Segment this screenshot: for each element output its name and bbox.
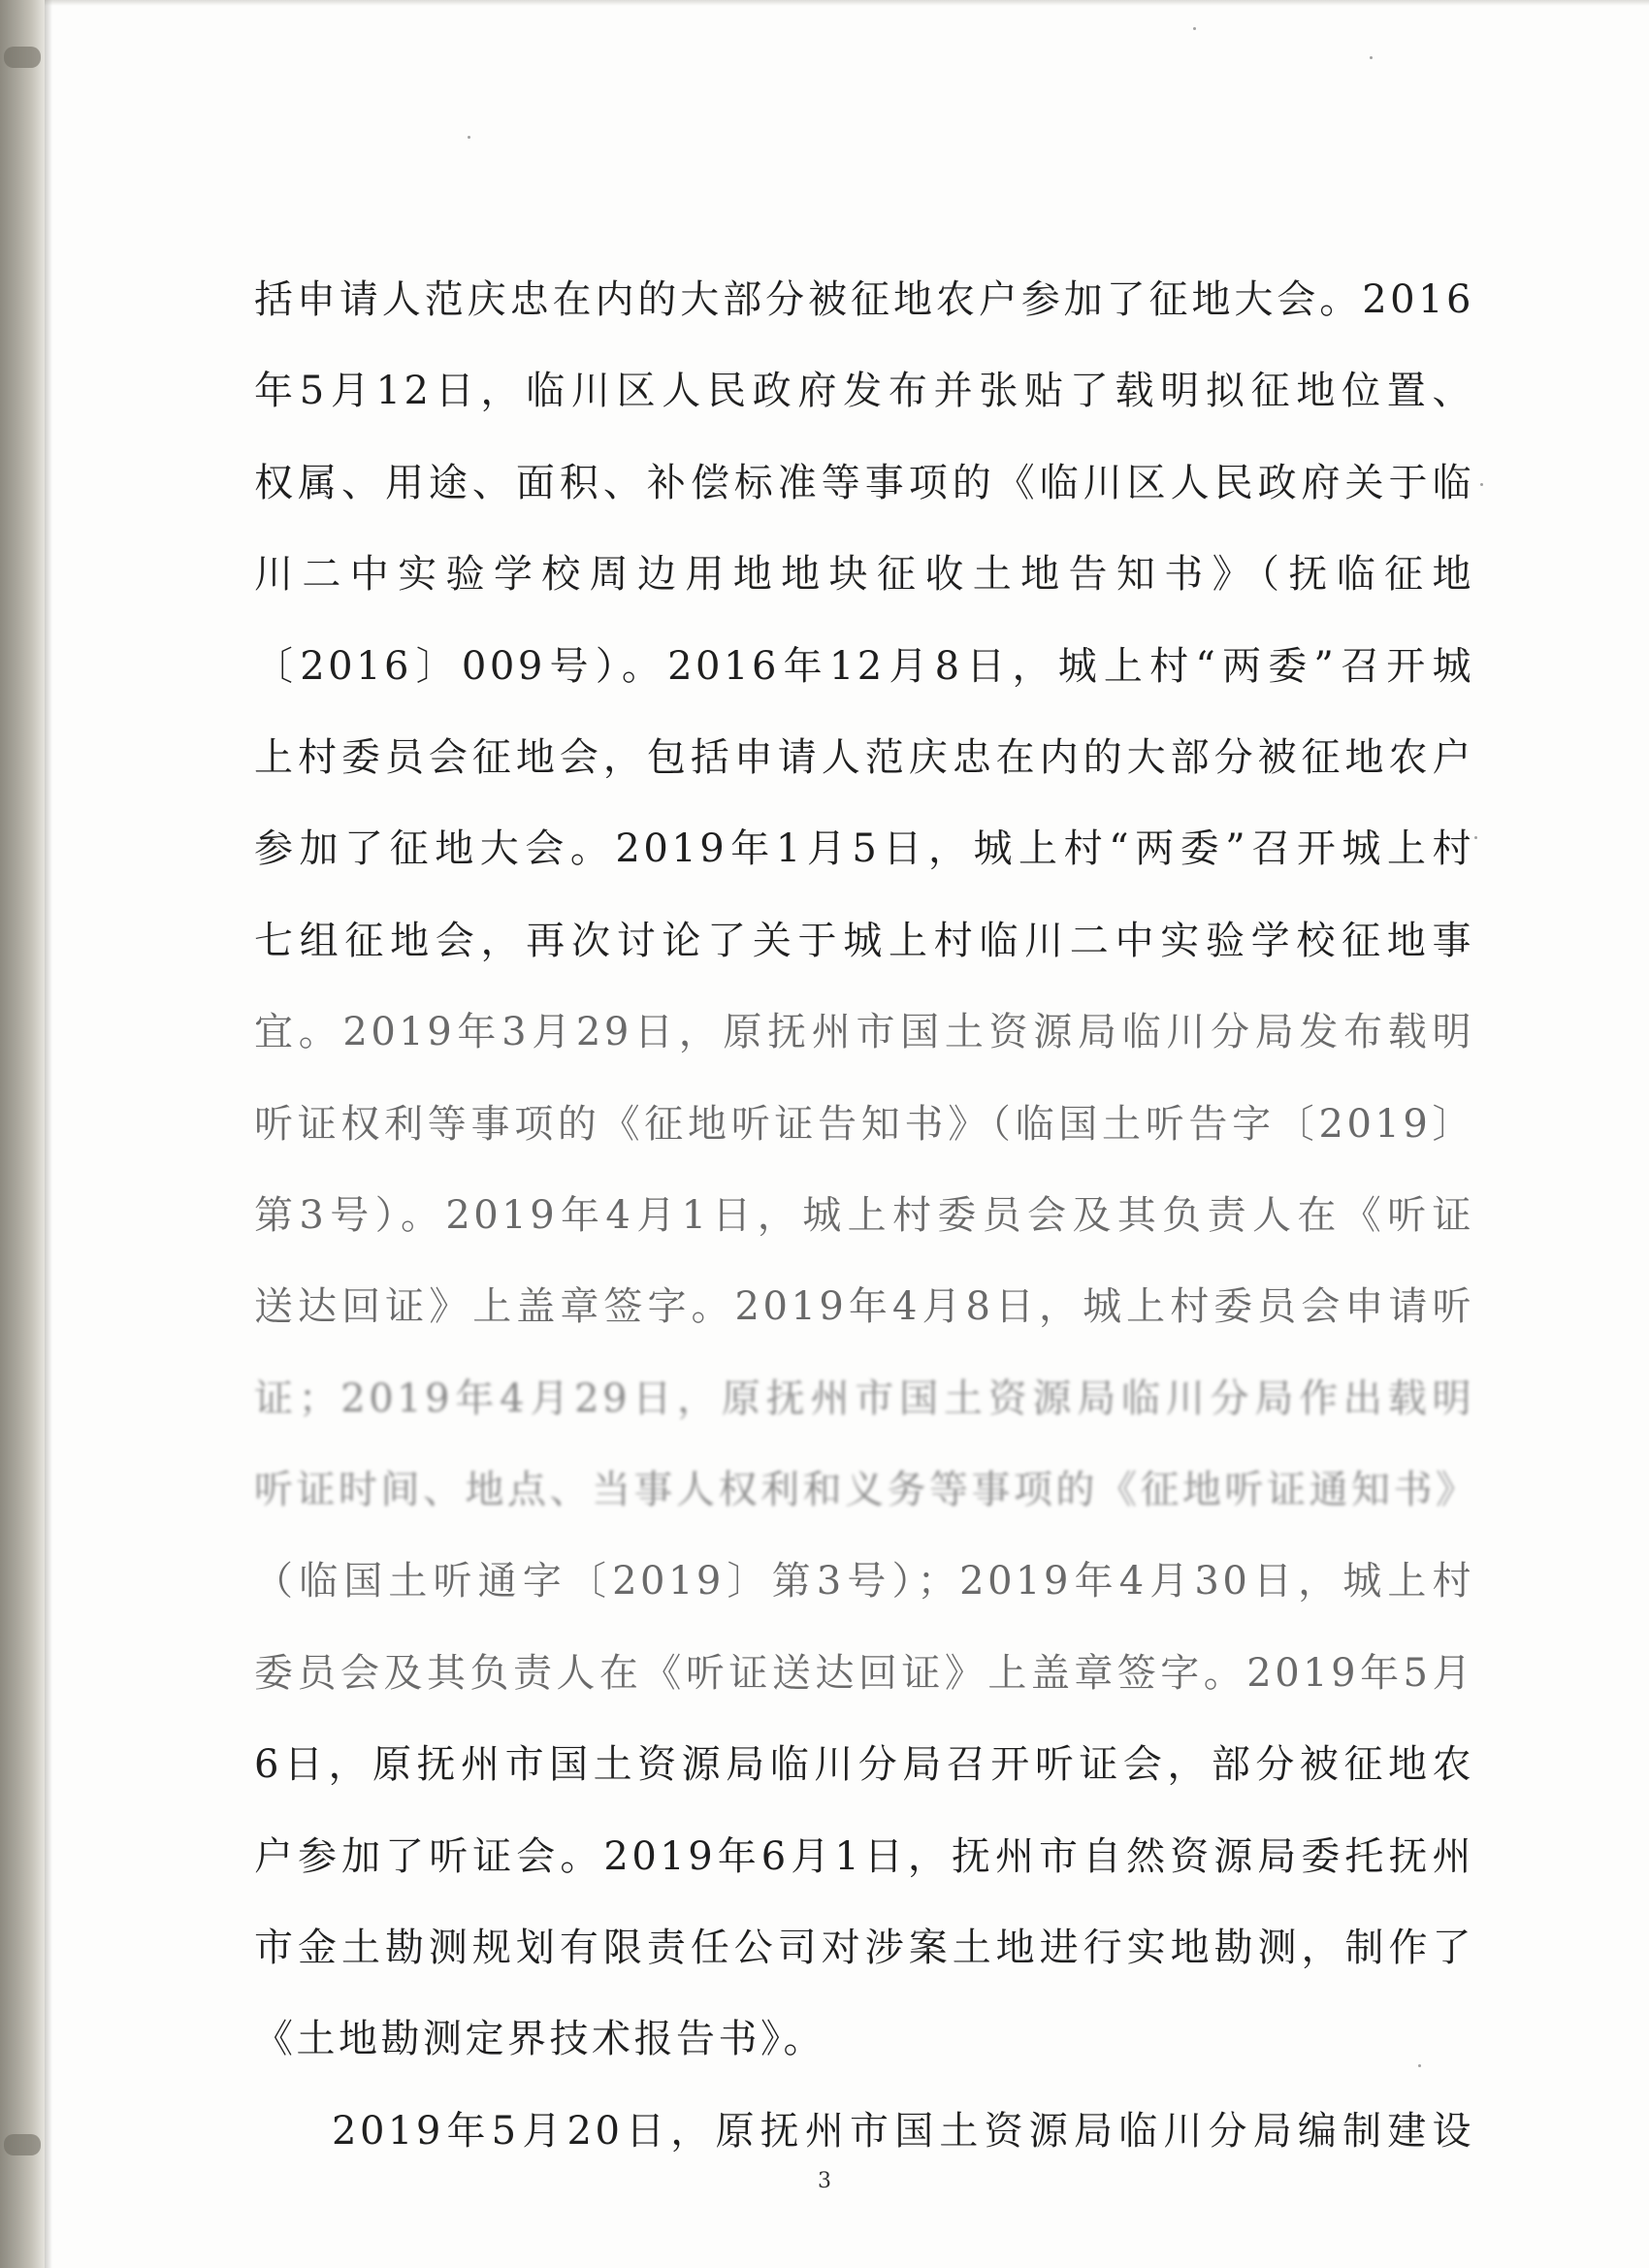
text-line: 〔2016〕009号）。2016年12月8日，城上村“两委”召开城	[254, 643, 1474, 689]
binding-hole	[4, 2134, 41, 2155]
text-line: 听证时间、地点、当事人权利和义务等事项的《征地听证通知书》	[254, 1468, 1478, 1513]
page-top-edge	[45, 0, 1649, 6]
text-line: 宜。2019年3月29日，原抚州市国土资源局临川分局发布载明	[254, 1010, 1474, 1055]
text-line: 送达回证》上盖章签字。2019年4月8日，城上村委员会申请听	[254, 1284, 1474, 1330]
text-line: 听证权利等事项的《征地听证告知书》（临国土听告字〔2019〕	[254, 1101, 1474, 1147]
scan-speck	[1474, 836, 1477, 839]
text-line: 上村委员会征地会，包括申请人范庆忠在内的大部分被征地农户	[254, 734, 1474, 780]
binding-strip	[0, 0, 45, 2268]
text-line: 2019年5月20日，原抚州市国土资源局临川分局编制建设	[332, 2108, 1474, 2154]
text-line: 川二中实验学校周边用地地块征收土地告知书》（抚临征地	[254, 552, 1474, 598]
text-line: 权属、用途、面积、补偿标准等事项的《临川区人民政府关于临	[254, 460, 1474, 505]
text-line: 《土地勘测定界技术报告书》。	[254, 2017, 825, 2062]
text-line: 市金土勘测规划有限责任公司对涉案土地进行实地勘测，制作了	[254, 1926, 1474, 1971]
text-line: 6日，原抚州市国土资源局临川分局召开听证会，部分被征地农	[254, 1742, 1474, 1788]
text-line: 参加了征地大会。2019年1月5日，城上村“两委”召开城上村	[254, 826, 1474, 872]
scan-speck	[468, 136, 470, 139]
text-line: 第3号）。2019年4月1日，城上村委员会及其负责人在《听证	[254, 1192, 1474, 1238]
text-line: （临国土听通字〔2019〕第3号）；2019年4月30日，城上村	[254, 1559, 1474, 1604]
scan-speck	[1193, 27, 1196, 30]
text-line: 七组征地会，再次讨论了关于城上村临川二中实验学校征地事	[254, 918, 1474, 963]
text-line: 委员会及其负责人在《听证送达回证》上盖章签字。2019年5月	[254, 1650, 1474, 1696]
binding-hole	[4, 47, 41, 68]
text-line: 户参加了听证会。2019年6月1日，抚州市自然资源局委托抚州	[254, 1833, 1474, 1879]
text-line: 证；2019年4月29日，原抚州市国土资源局临川分局作出载明	[254, 1376, 1474, 1421]
scan-speck	[1370, 56, 1373, 59]
scan-speck	[1480, 483, 1483, 486]
page-number: 3	[818, 2169, 831, 2193]
body-paragraphs	[254, 254, 1478, 2177]
text-line: 年5月12日，临川区人民政府发布并张贴了载明拟征地位置、	[254, 369, 1474, 414]
text-line: 括申请人范庆忠在内的大部分被征地农户参加了征地大会。2016	[254, 277, 1474, 322]
